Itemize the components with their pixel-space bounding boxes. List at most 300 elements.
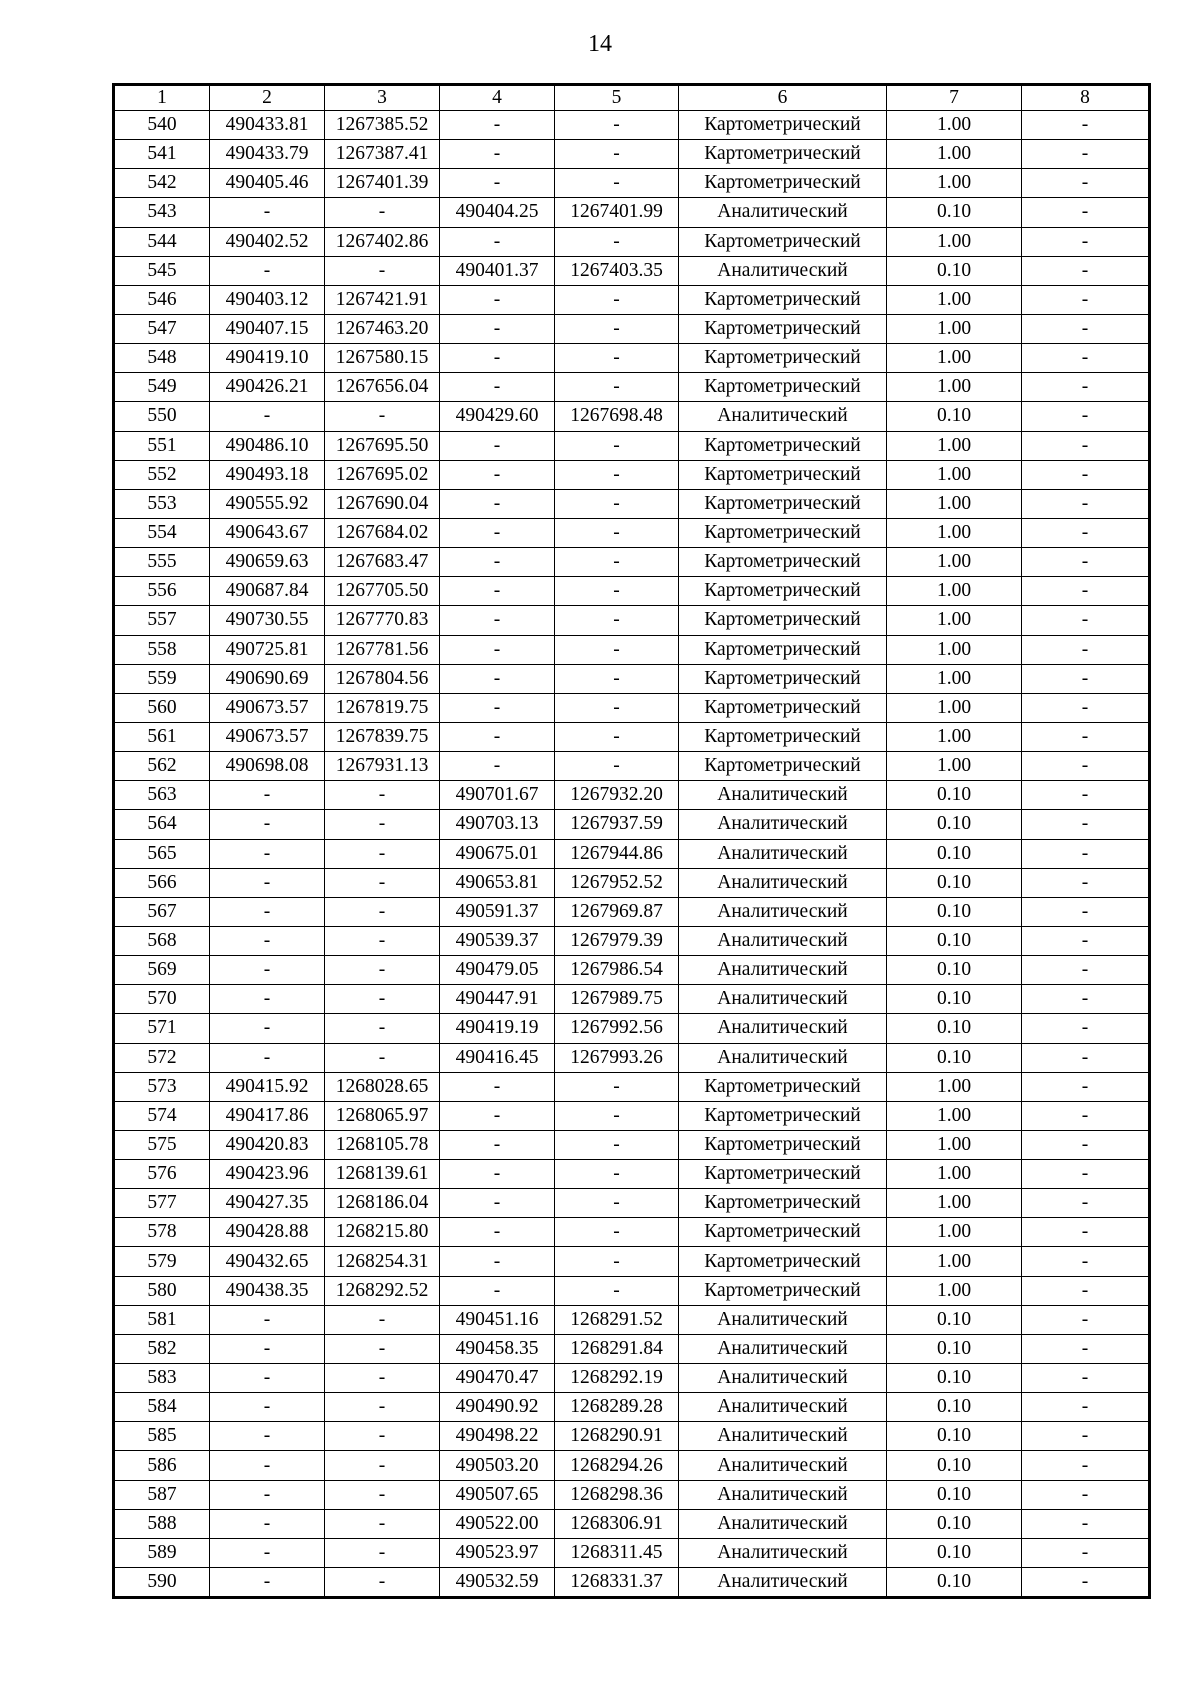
cell-existing-y: 1267580.15	[325, 344, 440, 373]
cell-new-x: 490703.13	[440, 810, 555, 839]
cell-point-number: 554	[114, 518, 210, 547]
cell-point-number: 556	[114, 577, 210, 606]
cell-accuracy: 1.00	[887, 1130, 1022, 1159]
cell-existing-y: 1268028.65	[325, 1072, 440, 1101]
cell-method: Картометрический	[679, 285, 887, 314]
cell-point-number: 563	[114, 781, 210, 810]
cell-existing-y: -	[325, 1014, 440, 1043]
cell-point-number: 577	[114, 1189, 210, 1218]
cell-new-x: 490507.65	[440, 1480, 555, 1509]
cell-description: -	[1022, 314, 1150, 343]
cell-new-y: -	[555, 635, 679, 664]
cell-description: -	[1022, 489, 1150, 518]
cell-method: Картометрический	[679, 518, 887, 547]
column-header: 7	[887, 85, 1022, 111]
cell-method: Аналитический	[679, 1043, 887, 1072]
cell-existing-x: 490690.69	[210, 664, 325, 693]
cell-new-x: 490401.37	[440, 256, 555, 285]
table-row	[114, 140, 1150, 169]
cell-description: -	[1022, 111, 1150, 140]
cell-method: Картометрический	[679, 577, 887, 606]
cell-existing-y: 1267839.75	[325, 722, 440, 751]
cell-accuracy: 0.10	[887, 956, 1022, 985]
cell-new-x: 490522.00	[440, 1509, 555, 1538]
cell-new-x: 490458.35	[440, 1334, 555, 1363]
cell-existing-y: 1267931.13	[325, 752, 440, 781]
cell-method: Картометрический	[679, 722, 887, 751]
cell-existing-y: -	[325, 810, 440, 839]
cell-method: Картометрический	[679, 548, 887, 577]
cell-existing-x: -	[210, 897, 325, 926]
cell-new-x: -	[440, 693, 555, 722]
cell-accuracy: 0.10	[887, 1568, 1022, 1598]
cell-new-x: 490503.20	[440, 1451, 555, 1480]
cell-accuracy: 1.00	[887, 460, 1022, 489]
cell-description: -	[1022, 897, 1150, 926]
cell-existing-y: -	[325, 781, 440, 810]
cell-new-x: 490429.60	[440, 402, 555, 431]
cell-new-y: -	[555, 752, 679, 781]
cell-method: Картометрический	[679, 1072, 887, 1101]
cell-new-x: 490675.01	[440, 839, 555, 868]
cell-description: -	[1022, 1451, 1150, 1480]
cell-method: Картометрический	[679, 314, 887, 343]
cell-method: Аналитический	[679, 839, 887, 868]
column-header: 5	[555, 85, 679, 111]
cell-accuracy: 0.10	[887, 198, 1022, 227]
column-header: 8	[1022, 85, 1150, 111]
cell-new-x: -	[440, 460, 555, 489]
cell-accuracy: 0.10	[887, 1509, 1022, 1538]
cell-accuracy: 0.10	[887, 985, 1022, 1014]
cell-point-number: 559	[114, 664, 210, 693]
cell-method: Аналитический	[679, 956, 887, 985]
cell-accuracy: 1.00	[887, 1101, 1022, 1130]
cell-point-number: 564	[114, 810, 210, 839]
cell-new-x: -	[440, 373, 555, 402]
cell-method: Аналитический	[679, 1014, 887, 1043]
cell-existing-y: 1267401.39	[325, 169, 440, 198]
cell-method: Картометрический	[679, 1130, 887, 1159]
cell-existing-x: -	[210, 926, 325, 955]
cell-new-x: -	[440, 1160, 555, 1189]
cell-description: -	[1022, 810, 1150, 839]
table-row	[114, 1568, 1150, 1598]
cell-point-number: 572	[114, 1043, 210, 1072]
cell-point-number: 542	[114, 169, 210, 198]
cell-new-x: -	[440, 489, 555, 518]
cell-existing-y: -	[325, 1334, 440, 1363]
cell-description: -	[1022, 956, 1150, 985]
cell-existing-x: 490725.81	[210, 635, 325, 664]
cell-new-y: 1267952.52	[555, 868, 679, 897]
cell-existing-y: -	[325, 1422, 440, 1451]
cell-point-number: 549	[114, 373, 210, 402]
cell-accuracy: 1.00	[887, 1160, 1022, 1189]
cell-existing-x: 490423.96	[210, 1160, 325, 1189]
cell-point-number: 550	[114, 402, 210, 431]
cell-point-number: 552	[114, 460, 210, 489]
cell-point-number: 589	[114, 1538, 210, 1567]
cell-method: Аналитический	[679, 402, 887, 431]
cell-existing-y: 1268065.97	[325, 1101, 440, 1130]
cell-point-number: 568	[114, 926, 210, 955]
cell-existing-y: 1267684.02	[325, 518, 440, 547]
cell-new-x: -	[440, 1189, 555, 1218]
cell-new-y: -	[555, 518, 679, 547]
cell-accuracy: 0.10	[887, 1334, 1022, 1363]
cell-accuracy: 1.00	[887, 752, 1022, 781]
cell-method: Аналитический	[679, 810, 887, 839]
cell-method: Картометрический	[679, 1101, 887, 1130]
cell-existing-y: 1268215.80	[325, 1218, 440, 1247]
cell-new-y: -	[555, 460, 679, 489]
cell-new-y: -	[555, 285, 679, 314]
cell-new-y: 1268331.37	[555, 1568, 679, 1598]
cell-existing-x: -	[210, 1043, 325, 1072]
cell-new-y: -	[555, 664, 679, 693]
cell-point-number: 579	[114, 1247, 210, 1276]
cell-description: -	[1022, 169, 1150, 198]
table-row	[114, 1334, 1150, 1363]
cell-existing-y: -	[325, 868, 440, 897]
cell-existing-x: 490427.35	[210, 1189, 325, 1218]
cell-description: -	[1022, 577, 1150, 606]
cell-existing-x: 490419.10	[210, 344, 325, 373]
table-row	[114, 1276, 1150, 1305]
cell-point-number: 561	[114, 722, 210, 751]
cell-point-number: 590	[114, 1568, 210, 1598]
cell-description: -	[1022, 752, 1150, 781]
cell-existing-x: 490555.92	[210, 489, 325, 518]
cell-new-x: 490701.67	[440, 781, 555, 810]
cell-new-y: -	[555, 111, 679, 140]
cell-new-y: 1267989.75	[555, 985, 679, 1014]
cell-existing-y: -	[325, 897, 440, 926]
cell-new-y: -	[555, 227, 679, 256]
cell-new-x: 490447.91	[440, 985, 555, 1014]
cell-accuracy: 1.00	[887, 722, 1022, 751]
cell-new-y: 1267698.48	[555, 402, 679, 431]
cell-method: Аналитический	[679, 256, 887, 285]
table-row	[114, 956, 1150, 985]
table-row	[114, 781, 1150, 810]
cell-description: -	[1022, 926, 1150, 955]
cell-accuracy: 1.00	[887, 1072, 1022, 1101]
cell-description: -	[1022, 518, 1150, 547]
cell-accuracy: 0.10	[887, 868, 1022, 897]
cell-accuracy: 1.00	[887, 140, 1022, 169]
cell-existing-y: 1267463.20	[325, 314, 440, 343]
cell-existing-y: -	[325, 956, 440, 985]
cell-existing-y: -	[325, 1509, 440, 1538]
cell-method: Картометрический	[679, 460, 887, 489]
cell-method: Картометрический	[679, 140, 887, 169]
cell-new-y: -	[555, 722, 679, 751]
cell-existing-y: 1268254.31	[325, 1247, 440, 1276]
cell-accuracy: 1.00	[887, 1189, 1022, 1218]
cell-accuracy: 1.00	[887, 1218, 1022, 1247]
cell-accuracy: 1.00	[887, 693, 1022, 722]
cell-new-x: -	[440, 577, 555, 606]
cell-accuracy: 0.10	[887, 1480, 1022, 1509]
table-row	[114, 1130, 1150, 1159]
cell-new-y: 1267944.86	[555, 839, 679, 868]
cell-new-y: -	[555, 1276, 679, 1305]
cell-method: Аналитический	[679, 1334, 887, 1363]
cell-new-y: -	[555, 606, 679, 635]
cell-new-x: -	[440, 1101, 555, 1130]
cell-method: Картометрический	[679, 227, 887, 256]
table-row	[114, 1160, 1150, 1189]
table-row	[114, 256, 1150, 285]
cell-point-number: 583	[114, 1364, 210, 1393]
cell-point-number: 560	[114, 693, 210, 722]
column-header: 6	[679, 85, 887, 111]
cell-existing-x: -	[210, 810, 325, 839]
cell-description: -	[1022, 140, 1150, 169]
table-row	[114, 1509, 1150, 1538]
table-row	[114, 1218, 1150, 1247]
cell-new-x: 490653.81	[440, 868, 555, 897]
cell-point-number: 567	[114, 897, 210, 926]
cell-new-x: 490470.47	[440, 1364, 555, 1393]
cell-new-x: 490532.59	[440, 1568, 555, 1598]
cell-description: -	[1022, 1043, 1150, 1072]
cell-accuracy: 1.00	[887, 548, 1022, 577]
table-row	[114, 402, 1150, 431]
cell-accuracy: 0.10	[887, 810, 1022, 839]
cell-description: -	[1022, 344, 1150, 373]
cell-method: Картометрический	[679, 431, 887, 460]
cell-point-number: 545	[114, 256, 210, 285]
cell-new-y: 1267993.26	[555, 1043, 679, 1072]
cell-new-y: -	[555, 1130, 679, 1159]
table-row	[114, 314, 1150, 343]
cell-description: -	[1022, 1509, 1150, 1538]
table-row	[114, 1247, 1150, 1276]
table-row	[114, 431, 1150, 460]
cell-new-y: 1267992.56	[555, 1014, 679, 1043]
cell-new-y: -	[555, 548, 679, 577]
cell-accuracy: 0.10	[887, 1043, 1022, 1072]
cell-point-number: 547	[114, 314, 210, 343]
cell-accuracy: 1.00	[887, 1276, 1022, 1305]
cell-new-x: -	[440, 431, 555, 460]
table-row	[114, 373, 1150, 402]
cell-new-x: -	[440, 140, 555, 169]
cell-existing-y: 1267656.04	[325, 373, 440, 402]
cell-accuracy: 1.00	[887, 606, 1022, 635]
cell-point-number: 584	[114, 1393, 210, 1422]
cell-point-number: 571	[114, 1014, 210, 1043]
cell-existing-x: -	[210, 956, 325, 985]
cell-new-y: 1268291.84	[555, 1334, 679, 1363]
cell-accuracy: 1.00	[887, 664, 1022, 693]
table-header-row	[114, 85, 1150, 111]
cell-existing-y: 1267690.04	[325, 489, 440, 518]
cell-existing-y: 1267695.02	[325, 460, 440, 489]
cell-new-x: -	[440, 227, 555, 256]
cell-method: Аналитический	[679, 1364, 887, 1393]
cell-method: Аналитический	[679, 1568, 887, 1598]
cell-new-y: 1267401.99	[555, 198, 679, 227]
cell-existing-y: 1268186.04	[325, 1189, 440, 1218]
table-row	[114, 868, 1150, 897]
cell-accuracy: 0.10	[887, 926, 1022, 955]
cell-point-number: 566	[114, 868, 210, 897]
cell-existing-y: -	[325, 839, 440, 868]
cell-existing-x: -	[210, 1509, 325, 1538]
cell-new-x: -	[440, 548, 555, 577]
cell-new-x: 490523.97	[440, 1538, 555, 1567]
cell-accuracy: 1.00	[887, 489, 1022, 518]
cell-existing-y: -	[325, 1568, 440, 1598]
cell-new-y: 1268294.26	[555, 1451, 679, 1480]
cell-accuracy: 0.10	[887, 1014, 1022, 1043]
cell-existing-x: -	[210, 985, 325, 1014]
cell-new-x: -	[440, 285, 555, 314]
cell-new-y: -	[555, 1189, 679, 1218]
cell-accuracy: 0.10	[887, 1451, 1022, 1480]
cell-description: -	[1022, 1568, 1150, 1598]
cell-existing-x: 490428.88	[210, 1218, 325, 1247]
table-row	[114, 1364, 1150, 1393]
cell-existing-y: 1267819.75	[325, 693, 440, 722]
cell-method: Картометрический	[679, 1218, 887, 1247]
cell-existing-y: 1267385.52	[325, 111, 440, 140]
cell-description: -	[1022, 1480, 1150, 1509]
cell-description: -	[1022, 402, 1150, 431]
cell-existing-x: -	[210, 1538, 325, 1567]
cell-existing-y: -	[325, 256, 440, 285]
cell-description: -	[1022, 1160, 1150, 1189]
cell-new-x: -	[440, 1130, 555, 1159]
cell-point-number: 576	[114, 1160, 210, 1189]
cell-accuracy: 0.10	[887, 1393, 1022, 1422]
cell-existing-x: -	[210, 781, 325, 810]
table-row	[114, 606, 1150, 635]
cell-existing-x: -	[210, 1334, 325, 1363]
cell-existing-y: 1267705.50	[325, 577, 440, 606]
cell-new-y: -	[555, 1072, 679, 1101]
cell-existing-y: -	[325, 1480, 440, 1509]
cell-description: -	[1022, 1247, 1150, 1276]
cell-new-y: -	[555, 1218, 679, 1247]
cell-existing-x: -	[210, 1364, 325, 1393]
cell-new-y: 1267932.20	[555, 781, 679, 810]
cell-existing-y: -	[325, 198, 440, 227]
cell-accuracy: 0.10	[887, 839, 1022, 868]
cell-existing-y: -	[325, 1364, 440, 1393]
cell-point-number: 565	[114, 839, 210, 868]
cell-method: Аналитический	[679, 1480, 887, 1509]
cell-method: Картометрический	[679, 1160, 887, 1189]
cell-accuracy: 0.10	[887, 1422, 1022, 1451]
coordinates-table	[112, 83, 1151, 1599]
cell-new-x: 490404.25	[440, 198, 555, 227]
cell-description: -	[1022, 1538, 1150, 1567]
table-row	[114, 1101, 1150, 1130]
cell-description: -	[1022, 1276, 1150, 1305]
cell-new-x: -	[440, 1276, 555, 1305]
cell-existing-x: 490417.86	[210, 1101, 325, 1130]
cell-new-y: 1268290.91	[555, 1422, 679, 1451]
table-row	[114, 1072, 1150, 1101]
cell-description: -	[1022, 985, 1150, 1014]
cell-method: Аналитический	[679, 897, 887, 926]
column-header: 4	[440, 85, 555, 111]
table-row	[114, 548, 1150, 577]
cell-new-x: -	[440, 1072, 555, 1101]
cell-new-x: -	[440, 169, 555, 198]
cell-method: Картометрический	[679, 664, 887, 693]
table-row	[114, 227, 1150, 256]
cell-accuracy: 1.00	[887, 111, 1022, 140]
cell-existing-y: 1267781.56	[325, 635, 440, 664]
cell-existing-x: 490673.57	[210, 722, 325, 751]
cell-new-y: 1267937.59	[555, 810, 679, 839]
cell-point-number: 573	[114, 1072, 210, 1101]
cell-existing-y: -	[325, 1538, 440, 1567]
cell-existing-y: 1268292.52	[325, 1276, 440, 1305]
cell-new-y: 1268291.52	[555, 1305, 679, 1334]
cell-existing-y: 1267683.47	[325, 548, 440, 577]
cell-new-y: -	[555, 344, 679, 373]
cell-existing-y: -	[325, 926, 440, 955]
cell-new-x: -	[440, 344, 555, 373]
cell-point-number: 575	[114, 1130, 210, 1159]
cell-existing-y: 1267804.56	[325, 664, 440, 693]
cell-method: Аналитический	[679, 1305, 887, 1334]
cell-description: -	[1022, 1364, 1150, 1393]
table-row	[114, 985, 1150, 1014]
cell-existing-y: -	[325, 985, 440, 1014]
cell-accuracy: 1.00	[887, 518, 1022, 547]
cell-new-y: -	[555, 577, 679, 606]
table-row	[114, 1305, 1150, 1334]
cell-new-y: -	[555, 489, 679, 518]
cell-new-x: 490498.22	[440, 1422, 555, 1451]
cell-point-number: 581	[114, 1305, 210, 1334]
cell-point-number: 562	[114, 752, 210, 781]
cell-existing-x: 490659.63	[210, 548, 325, 577]
cell-existing-y: 1268139.61	[325, 1160, 440, 1189]
cell-point-number: 551	[114, 431, 210, 460]
table-row	[114, 752, 1150, 781]
cell-method: Картометрический	[679, 1189, 887, 1218]
cell-existing-x: -	[210, 1568, 325, 1598]
table-row	[114, 1451, 1150, 1480]
cell-new-x: -	[440, 314, 555, 343]
cell-new-y: 1267969.87	[555, 897, 679, 926]
table-row	[114, 111, 1150, 140]
cell-description: -	[1022, 1101, 1150, 1130]
table-row	[114, 1480, 1150, 1509]
table-row	[114, 1538, 1150, 1567]
cell-new-x: 490419.19	[440, 1014, 555, 1043]
cell-point-number: 586	[114, 1451, 210, 1480]
cell-method: Аналитический	[679, 868, 887, 897]
cell-description: -	[1022, 460, 1150, 489]
cell-new-y: 1267979.39	[555, 926, 679, 955]
cell-description: -	[1022, 722, 1150, 751]
cell-new-y: -	[555, 169, 679, 198]
cell-existing-x: 490405.46	[210, 169, 325, 198]
cell-new-x: 490416.45	[440, 1043, 555, 1072]
table-row	[114, 1422, 1150, 1451]
cell-existing-y: -	[325, 1451, 440, 1480]
